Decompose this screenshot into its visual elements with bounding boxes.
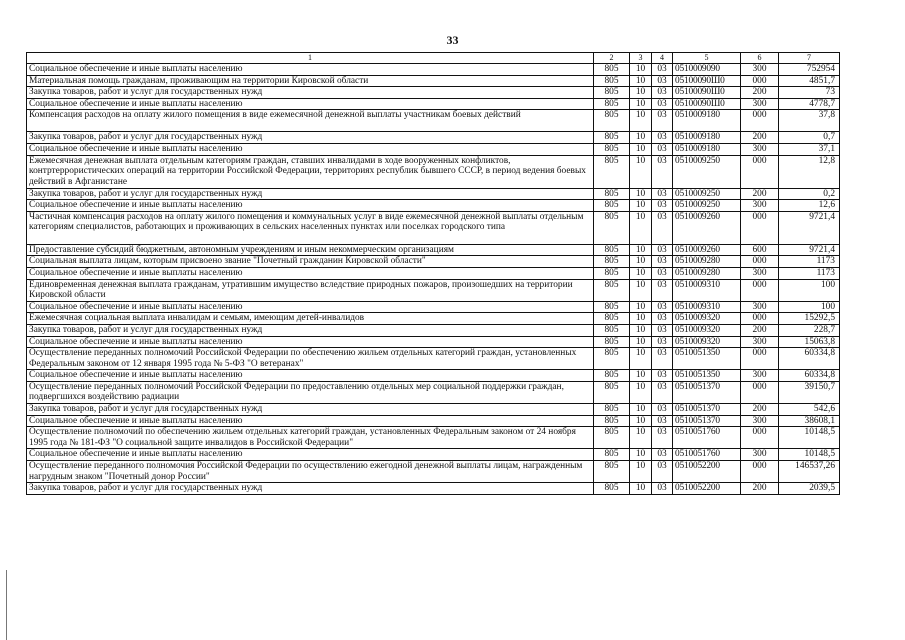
- table-row: [27, 132, 840, 144]
- row-subsection-code: 03: [652, 461, 673, 483]
- row-expense-type: 000: [741, 461, 779, 483]
- row-name: Осуществление переданных полномочий Российской Федерации по предоставлению отдельных мер социальной поддержки граждан, подвергшихся воздействию радиации: [27, 381, 594, 403]
- row-ministry-code: 805: [594, 324, 630, 336]
- row-ministry-code: 805: [594, 98, 630, 110]
- row-section-code: 10: [630, 155, 652, 188]
- row-expense-type: 200: [741, 324, 779, 336]
- row-target-code: 0510051350: [673, 370, 741, 382]
- row-name: Осуществление переданных полномочий Российской Федерации по обеспечению жильем отдельных категорий граждан, установленных Федеральным законом от 12 января 1995 года № 5-ФЗ "О ветеранах": [27, 348, 594, 370]
- row-amount: 9721,4: [779, 244, 840, 256]
- row-target-code: 0510052200: [673, 461, 741, 483]
- column-header-2: 2: [594, 53, 630, 64]
- row-amount: 0,7: [779, 132, 840, 144]
- row-section-code: 10: [630, 336, 652, 348]
- row-expense-type: 300: [741, 267, 779, 279]
- row-section-code: 10: [630, 132, 652, 144]
- row-ministry-code: 805: [594, 381, 630, 403]
- row-section-code: 10: [630, 324, 652, 336]
- row-subsection-code: 03: [652, 324, 673, 336]
- page-number: 33: [446, 33, 459, 47]
- row-section-code: 10: [630, 87, 652, 99]
- column-header-1: 1: [27, 53, 594, 64]
- table-row: [27, 188, 840, 200]
- row-subsection-code: 03: [652, 279, 673, 301]
- row-name: Социальное обеспечение и иные выплаты населению: [27, 64, 594, 76]
- row-amount: 542,6: [779, 404, 840, 416]
- row-amount: 12,6: [779, 200, 840, 212]
- row-amount: 15292,5: [779, 313, 840, 325]
- row-target-code: 0510009260: [673, 244, 741, 256]
- row-name: Социальное обеспечение и иные выплаты населению: [27, 415, 594, 427]
- row-section-code: 10: [630, 404, 652, 416]
- row-name: Ежемесячная денежная выплата отдельным категориям граждан, ставших инвалидами в ходе вооруженных конфликтов, контртеррористических операций на территории Российской Федерации, территориях республик бывшего СССР, в период ведения боевых действий в Афганистане: [27, 155, 594, 188]
- table-row: [27, 381, 840, 403]
- row-expense-type: 300: [741, 415, 779, 427]
- row-subsection-code: 03: [652, 256, 673, 268]
- row-name: Социальное обеспечение и иные выплаты населению: [27, 98, 594, 110]
- row-amount: 1173: [779, 267, 840, 279]
- row-name: Социальное обеспечение и иные выплаты населению: [27, 370, 594, 382]
- row-subsection-code: 03: [652, 415, 673, 427]
- table-row: [27, 75, 840, 87]
- row-ministry-code: 805: [594, 313, 630, 325]
- row-amount: 2039,5: [779, 483, 840, 495]
- table-body: [27, 64, 840, 495]
- row-target-code: 0510009090: [673, 64, 741, 76]
- row-target-code: 0510052200: [673, 483, 741, 495]
- row-section-code: 10: [630, 75, 652, 87]
- row-subsection-code: 03: [652, 404, 673, 416]
- row-subsection-code: 03: [652, 64, 673, 76]
- row-ministry-code: 805: [594, 188, 630, 200]
- row-ministry-code: 805: [594, 143, 630, 155]
- row-expense-type: 000: [741, 279, 779, 301]
- row-subsection-code: 03: [652, 483, 673, 495]
- row-target-code: 0510009310: [673, 301, 741, 313]
- row-target-code: 0510009320: [673, 336, 741, 348]
- row-amount: 37,1: [779, 143, 840, 155]
- column-header-6: 6: [741, 53, 779, 64]
- row-amount: 228,7: [779, 324, 840, 336]
- row-subsection-code: 03: [652, 449, 673, 461]
- row-subsection-code: 03: [652, 301, 673, 313]
- row-section-code: 10: [630, 279, 652, 301]
- row-subsection-code: 03: [652, 132, 673, 144]
- row-amount: 9721,4: [779, 211, 840, 244]
- row-subsection-code: 03: [652, 427, 673, 449]
- row-section-code: 10: [630, 211, 652, 244]
- table-row: [27, 415, 840, 427]
- row-section-code: 10: [630, 188, 652, 200]
- row-target-code: 0510009180: [673, 110, 741, 132]
- row-target-code: 0510009280: [673, 267, 741, 279]
- row-target-code: 0510009320: [673, 313, 741, 325]
- row-section-code: 10: [630, 348, 652, 370]
- row-amount: 10148,5: [779, 427, 840, 449]
- row-name: Социальное обеспечение и иные выплаты населению: [27, 200, 594, 212]
- column-header-4: 4: [652, 53, 673, 64]
- row-expense-type: 300: [741, 449, 779, 461]
- budget-table: [26, 52, 840, 495]
- row-section-code: 10: [630, 415, 652, 427]
- row-section-code: 10: [630, 483, 652, 495]
- row-section-code: 10: [630, 143, 652, 155]
- row-subsection-code: 03: [652, 110, 673, 132]
- table-row: [27, 110, 840, 132]
- row-amount: 73: [779, 87, 840, 99]
- row-subsection-code: 03: [652, 244, 673, 256]
- table-row: [27, 98, 840, 110]
- row-expense-type: 300: [741, 301, 779, 313]
- row-target-code: 0510009280: [673, 256, 741, 268]
- row-name: Социальное обеспечение и иные выплаты населению: [27, 336, 594, 348]
- row-subsection-code: 03: [652, 313, 673, 325]
- table-row: [27, 483, 840, 495]
- row-amount: 100: [779, 279, 840, 301]
- row-section-code: 10: [630, 301, 652, 313]
- row-expense-type: 000: [741, 348, 779, 370]
- row-expense-type: 300: [741, 370, 779, 382]
- row-section-code: 10: [630, 370, 652, 382]
- row-ministry-code: 805: [594, 301, 630, 313]
- row-name: Закупка товаров, работ и услуг для государственных нужд: [27, 404, 594, 416]
- table-row: [27, 211, 840, 244]
- column-header-3: 3: [630, 53, 652, 64]
- row-amount: 10148,5: [779, 449, 840, 461]
- row-ministry-code: 805: [594, 211, 630, 244]
- row-name: Материальная помощь гражданам, проживающим на территории Кировской области: [27, 75, 594, 87]
- table-row: [27, 301, 840, 313]
- row-expense-type: 000: [741, 256, 779, 268]
- row-amount: 38608,1: [779, 415, 840, 427]
- row-ministry-code: 805: [594, 483, 630, 495]
- column-header-5: 5: [673, 53, 741, 64]
- row-ministry-code: 805: [594, 64, 630, 76]
- row-expense-type: 000: [741, 427, 779, 449]
- row-name: Социальное обеспечение и иные выплаты населению: [27, 143, 594, 155]
- table-row: [27, 244, 840, 256]
- row-section-code: 10: [630, 449, 652, 461]
- row-name: Социальная выплата лицам, которым присвоено звание "Почетный гражданин Кировской области": [27, 256, 594, 268]
- row-target-code: 0510009180: [673, 143, 741, 155]
- row-name: Социальное обеспечение и иные выплаты населению: [27, 267, 594, 279]
- left-margin-line: [6, 570, 7, 640]
- row-expense-type: 000: [741, 381, 779, 403]
- row-target-code: 05100090Ш0: [673, 75, 741, 87]
- row-ministry-code: 805: [594, 348, 630, 370]
- row-subsection-code: 03: [652, 188, 673, 200]
- row-section-code: 10: [630, 64, 652, 76]
- row-expense-type: 300: [741, 200, 779, 212]
- row-subsection-code: 03: [652, 143, 673, 155]
- row-expense-type: 200: [741, 404, 779, 416]
- row-ministry-code: 805: [594, 110, 630, 132]
- table-row: [27, 155, 840, 188]
- row-ministry-code: 805: [594, 427, 630, 449]
- row-name: Закупка товаров, работ и услуг для государственных нужд: [27, 483, 594, 495]
- row-subsection-code: 03: [652, 200, 673, 212]
- table-row: [27, 461, 840, 483]
- table-row: [27, 370, 840, 382]
- row-name: Частичная компенсация расходов на оплату жилого помещения и коммунальных услуг в виде ежемесячной денежной выплаты отдельным категориям специалистов, работающих и проживающих в сельских населенных пунктах или поселках городского типа: [27, 211, 594, 244]
- row-name: Компенсация расходов на оплату жилого помещения в виде ежемесячной денежной выплаты участникам боевых действий: [27, 110, 594, 132]
- row-ministry-code: 805: [594, 370, 630, 382]
- row-amount: 39150,7: [779, 381, 840, 403]
- row-ministry-code: 805: [594, 267, 630, 279]
- table-row: [27, 313, 840, 325]
- row-ministry-code: 805: [594, 75, 630, 87]
- row-section-code: 10: [630, 200, 652, 212]
- row-name: Закупка товаров, работ и услуг для государственных нужд: [27, 87, 594, 99]
- row-amount: 100: [779, 301, 840, 313]
- row-expense-type: 000: [741, 313, 779, 325]
- row-amount: 1173: [779, 256, 840, 268]
- row-expense-type: 300: [741, 98, 779, 110]
- row-section-code: 10: [630, 110, 652, 132]
- row-section-code: 10: [630, 381, 652, 403]
- table-row: [27, 449, 840, 461]
- row-subsection-code: 03: [652, 211, 673, 244]
- header-row: [27, 53, 840, 64]
- row-name: Закупка товаров, работ и услуг для государственных нужд: [27, 188, 594, 200]
- table-row: [27, 143, 840, 155]
- row-target-code: 0510051760: [673, 449, 741, 461]
- row-name: Ежемесячная социальная выплата инвалидам и семьям, имеющим детей-инвалидов: [27, 313, 594, 325]
- row-subsection-code: 03: [652, 98, 673, 110]
- row-target-code: 0510009320: [673, 324, 741, 336]
- row-ministry-code: 805: [594, 404, 630, 416]
- row-ministry-code: 805: [594, 87, 630, 99]
- row-expense-type: 300: [741, 64, 779, 76]
- column-header-7: 7: [779, 53, 840, 64]
- table-row: [27, 427, 840, 449]
- row-target-code: 0510051370: [673, 381, 741, 403]
- row-subsection-code: 03: [652, 267, 673, 279]
- table-row: [27, 256, 840, 268]
- row-name: Единовременная денежная выплата гражданам, утратившим имущество вследствие природных пожаров, произошедших на территории Кировской области: [27, 279, 594, 301]
- row-name: Социальное обеспечение и иные выплаты населению: [27, 449, 594, 461]
- row-expense-type: 000: [741, 110, 779, 132]
- row-section-code: 10: [630, 313, 652, 325]
- row-section-code: 10: [630, 256, 652, 268]
- row-subsection-code: 03: [652, 336, 673, 348]
- table-row: [27, 336, 840, 348]
- row-target-code: 0510051760: [673, 427, 741, 449]
- row-name: Социальное обеспечение и иные выплаты населению: [27, 301, 594, 313]
- row-subsection-code: 03: [652, 370, 673, 382]
- row-amount: 37,8: [779, 110, 840, 132]
- row-subsection-code: 03: [652, 348, 673, 370]
- row-ministry-code: 805: [594, 155, 630, 188]
- row-target-code: 0510051370: [673, 404, 741, 416]
- row-amount: 146537,26: [779, 461, 840, 483]
- row-ministry-code: 805: [594, 256, 630, 268]
- row-target-code: 05100090Ш0: [673, 98, 741, 110]
- row-amount: 12,8: [779, 155, 840, 188]
- row-section-code: 10: [630, 267, 652, 279]
- table-row: [27, 267, 840, 279]
- row-expense-type: 600: [741, 244, 779, 256]
- row-expense-type: 300: [741, 336, 779, 348]
- row-target-code: 0510009180: [673, 132, 741, 144]
- row-section-code: 10: [630, 427, 652, 449]
- row-target-code: 0510051370: [673, 415, 741, 427]
- row-expense-type: 200: [741, 188, 779, 200]
- row-amount: 60334,8: [779, 370, 840, 382]
- row-ministry-code: 805: [594, 244, 630, 256]
- row-target-code: 0510009310: [673, 279, 741, 301]
- row-target-code: 0510009250: [673, 155, 741, 188]
- row-expense-type: 000: [741, 75, 779, 87]
- row-section-code: 10: [630, 98, 652, 110]
- row-expense-type: 000: [741, 211, 779, 244]
- row-ministry-code: 805: [594, 279, 630, 301]
- row-subsection-code: 03: [652, 381, 673, 403]
- table-row: [27, 324, 840, 336]
- table-row: [27, 87, 840, 99]
- row-subsection-code: 03: [652, 87, 673, 99]
- row-name: Закупка товаров, работ и услуг для государственных нужд: [27, 324, 594, 336]
- row-expense-type: 300: [741, 143, 779, 155]
- row-name: Предоставление субсидий бюджетным, автономным учреждениям и иным некоммерческим организациям: [27, 244, 594, 256]
- row-subsection-code: 03: [652, 75, 673, 87]
- row-amount: 0,2: [779, 188, 840, 200]
- table-row: [27, 279, 840, 301]
- row-amount: 4778,7: [779, 98, 840, 110]
- row-ministry-code: 805: [594, 336, 630, 348]
- row-expense-type: 000: [741, 155, 779, 188]
- row-target-code: 05100090Ш0: [673, 87, 741, 99]
- table-row: [27, 404, 840, 416]
- row-name: Осуществление полномочий по обеспечению жильем отдельных категорий граждан, установленных Федеральным законом от 24 ноября 1995 года № 181-ФЗ "О социальной защите инвалидов в Российской Федерации": [27, 427, 594, 449]
- row-ministry-code: 805: [594, 200, 630, 212]
- row-section-code: 10: [630, 461, 652, 483]
- row-ministry-code: 805: [594, 461, 630, 483]
- table-row: [27, 200, 840, 212]
- row-expense-type: 200: [741, 132, 779, 144]
- row-name: Закупка товаров, работ и услуг для государственных нужд: [27, 132, 594, 144]
- row-target-code: 0510009260: [673, 211, 741, 244]
- row-name: Осуществление переданного полномочия Российской Федерации по осуществлению ежегодной денежной выплаты лицам, награжденным нагрудным знаком "Почетный донор России": [27, 461, 594, 483]
- row-target-code: 0510009250: [673, 188, 741, 200]
- row-amount: 15063,8: [779, 336, 840, 348]
- row-section-code: 10: [630, 244, 652, 256]
- row-ministry-code: 805: [594, 449, 630, 461]
- row-expense-type: 200: [741, 87, 779, 99]
- row-amount: 60334,8: [779, 348, 840, 370]
- row-target-code: 0510009250: [673, 200, 741, 212]
- row-target-code: 0510051350: [673, 348, 741, 370]
- row-ministry-code: 805: [594, 132, 630, 144]
- row-expense-type: 200: [741, 483, 779, 495]
- row-amount: 4851,7: [779, 75, 840, 87]
- row-amount: 752954: [779, 64, 840, 76]
- table-row: [27, 64, 840, 76]
- table-row: [27, 348, 840, 370]
- row-subsection-code: 03: [652, 155, 673, 188]
- row-ministry-code: 805: [594, 415, 630, 427]
